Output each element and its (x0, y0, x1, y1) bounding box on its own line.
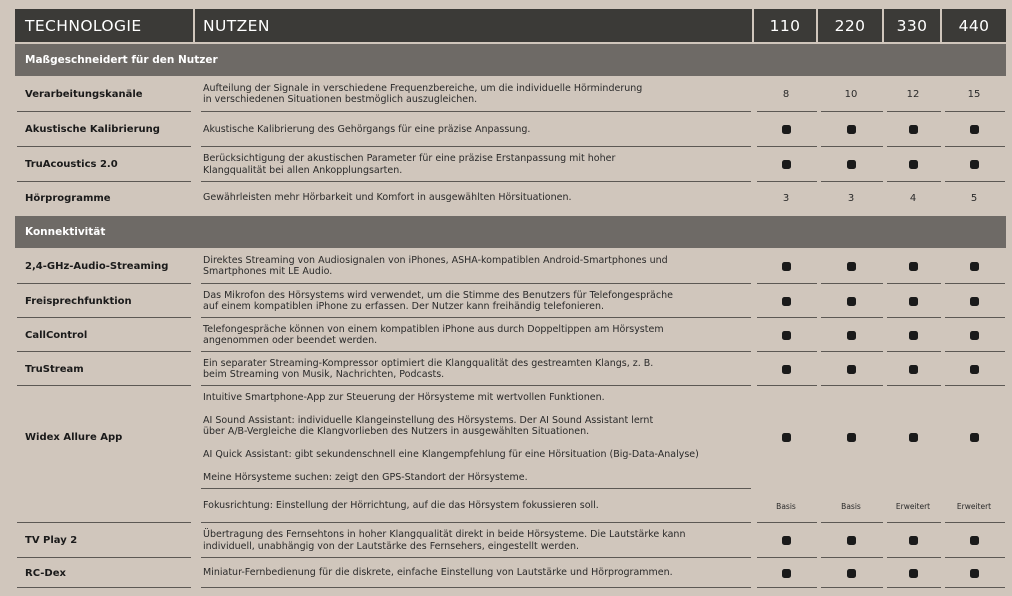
value-330: Erweitert (895, 501, 931, 511)
row-name: Widex Allure App (25, 432, 123, 443)
included-icon (942, 160, 1006, 169)
included-icon (884, 569, 942, 578)
table-header (15, 9, 1006, 42)
row-name: RC-Dex (25, 567, 66, 579)
row-description: Das Mikrofon des Hörsystems wird verwendet, um die Stimme des Benutzers für Telefongespräche auf einem kompatiblen iPhone zu erfassen. Der Nutzer kann freihändig telefonieren. (203, 289, 673, 312)
included-icon (818, 569, 884, 578)
row-name: TruStream (25, 363, 84, 375)
value-110: 8 (782, 88, 790, 100)
included-icon (884, 536, 942, 545)
header-technology: TECHNOLOGIE (15, 9, 195, 42)
included-icon (818, 365, 884, 374)
included-icon (884, 297, 942, 306)
header-benefit: NUTZEN (195, 9, 754, 42)
row-name: TruAcoustics 2.0 (25, 159, 118, 170)
included-icon (818, 125, 884, 134)
included-icon (942, 297, 1006, 306)
value-440: Erweitert (956, 501, 992, 511)
included-icon (754, 297, 818, 306)
table-row (15, 284, 1006, 318)
row-name: TV Play 2 (25, 535, 78, 546)
table-row (15, 112, 1006, 147)
section-tailored: Maßgeschneidert für den Nutzer (15, 44, 1006, 76)
row-name: Verarbeitungskanäle (25, 88, 143, 100)
value-440: 15 (967, 88, 981, 100)
row-description: Miniatur-Fernbedienung für die diskrete, einfache Einstellung von Lautstärke und Hörprogrammen. (203, 567, 673, 579)
table-row (15, 318, 1006, 352)
comparison-table (15, 9, 1006, 588)
row-description: Intuitive Smartphone-App zur Steuerung der Hörsysteme mit wertvollen Funktionen. AI Sound Assistant: individuelle Klangeinstellung des Hörsystems. Der AI Sound Assistant lernt über A/B-Vergleiche die Klangvorlieben des Nutzers in ausgewählten Situationen. AI Quick Assistant: gibt sekundenschnell eine Klangempfehlung für eine Hörsituation (Big-Data-Analyse) Meine Hörsysteme suchen: zeigt den GPS-Standort der Hörsysteme. (203, 391, 699, 483)
included-icon (884, 433, 942, 442)
table-row (15, 386, 1006, 489)
included-icon (884, 331, 942, 340)
included-icon (942, 331, 1006, 340)
included-icon (942, 125, 1006, 134)
included-icon (754, 536, 818, 545)
included-icon (818, 297, 884, 306)
row-description: Ein separater Streaming-Kompressor optimiert die Klangqualität des gestreamten Klangs, z. B. beim Streaming von Musik, Nachrichten, Podcasts. (203, 357, 654, 380)
included-icon (754, 331, 818, 340)
row-name: CallControl (25, 329, 88, 341)
row-description: Aufteilung der Signale in verschiedene Frequenzbereiche, um die individuelle Hörminderung in verschiedenen Situationen bestmöglich auszugleichen. (203, 82, 643, 105)
row-description: Berücksichtigung der akustischen Parameter für eine präzise Erstanpassung mit hoher Klangqualität bei allen Ankopplungsarten. (203, 153, 616, 176)
row-description: Übertragung des Fernsehtons in hoher Klangqualität direkt in beide Hörsysteme. Die Lautstärke kann individuell, unabhängig von der Lautstärke des Fernsehers, eingestellt werden. (203, 529, 686, 552)
included-icon (884, 125, 942, 134)
header-level-110: 110 (754, 9, 818, 42)
included-icon (754, 433, 818, 442)
included-icon (884, 262, 942, 271)
included-icon (754, 160, 818, 169)
included-icon (942, 569, 1006, 578)
included-icon (818, 433, 884, 442)
included-icon (942, 365, 1006, 374)
table-row (15, 489, 1006, 523)
row-description: Gewährleisten mehr Hörbarkeit und Komfort in ausgewählten Hörsituationen. (203, 192, 572, 204)
header-level-220: 220 (818, 9, 884, 42)
table-row (15, 558, 1006, 588)
table-row (15, 248, 1006, 284)
included-icon (818, 331, 884, 340)
value-110: Basis (776, 501, 796, 511)
table-row (15, 182, 1006, 214)
included-icon (884, 365, 942, 374)
included-icon (818, 262, 884, 271)
value-220: 10 (844, 88, 858, 100)
row-name: Akustische Kalibrierung (25, 124, 160, 135)
table-row (15, 523, 1006, 558)
section-connectivity: Konnektivität (15, 216, 1006, 248)
included-icon (754, 365, 818, 374)
row-name: 2,4-GHz-Audio-Streaming (25, 260, 169, 272)
value-330: 12 (906, 88, 920, 100)
included-icon (818, 536, 884, 545)
value-220: Basis (841, 501, 861, 511)
included-icon (942, 262, 1006, 271)
value-110: 3 (782, 192, 790, 204)
header-level-330: 330 (884, 9, 942, 42)
header-level-440: 440 (942, 9, 1006, 42)
row-name: Hörprogramme (25, 192, 111, 204)
row-description: Akustische Kalibrierung des Gehörgangs für eine präzise Anpassung. (203, 123, 531, 135)
table-row (15, 147, 1006, 182)
table-row (15, 76, 1006, 112)
value-220: 3 (847, 192, 855, 204)
included-icon (942, 536, 1006, 545)
included-icon (754, 262, 818, 271)
row-description: Direktes Streaming von Audiosignalen von iPhones, ASHA-kompatiblen Android-Smartphones und Smartphones mit LE Audio. (203, 254, 668, 277)
included-icon (754, 569, 818, 578)
included-icon (754, 125, 818, 134)
table-row (15, 352, 1006, 386)
row-description: Telefongespräche können von einem kompatiblen iPhone aus durch Doppeltippen am Hörsystem angenommen oder beendet werden. (203, 323, 664, 346)
row-description: Fokusrichtung: Einstellung der Hörrichtung, auf die das Hörsystem fokussieren soll. (203, 500, 599, 512)
value-440: 5 (970, 192, 978, 204)
included-icon (818, 160, 884, 169)
included-icon (942, 433, 1006, 442)
row-name: Freisprechfunktion (25, 295, 132, 307)
included-icon (884, 160, 942, 169)
value-330: 4 (909, 192, 917, 204)
